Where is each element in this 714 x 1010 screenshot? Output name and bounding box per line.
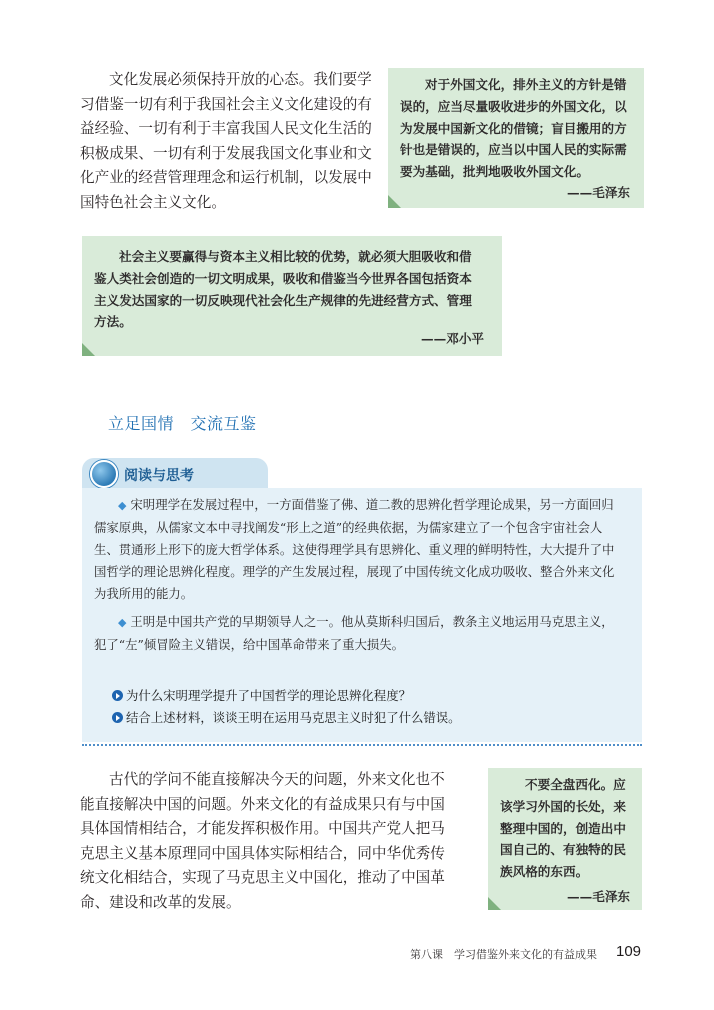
quote-line: 该学习外国的长处，来 (500, 798, 626, 814)
quote-line: 误的，应当尽量吸收进步的外国文化，以 (400, 98, 627, 114)
quote-line: 鉴人类社会创造的一切文明成果，吸收和借鉴当今世界各国包括资本 (94, 270, 472, 286)
reading-item-1 (94, 494, 614, 605)
quote-line: 国自己的、有独特的民 (500, 842, 626, 858)
reading-line: 生、贯通形上形下的庞大哲学体系。这使得理学具有思辨化、重义理的鲜明特性，大大提升了中 (94, 542, 615, 557)
reading-line: ◆ 王明是中国共产党的早期领导人之一。他从莫斯科归国后，教条主义地运用马克思主义， (118, 614, 614, 629)
reading-box-tab (82, 458, 268, 488)
quote-line: 针也是错误的，应当以中国人民的实际需 (400, 142, 627, 158)
quote-line: 不要全盘西化。应 (525, 777, 626, 792)
paragraph-line: 克思主义基本原理同中国具体实际相结合，同中华优秀传 (80, 844, 445, 862)
reading-box-divider (82, 744, 642, 746)
quote-text (400, 74, 627, 183)
question-item: 为什么宋明理学提升了中国哲学的理论思辨化程度？ (112, 686, 411, 704)
reading-box (82, 488, 642, 742)
reading-line: 犯了“左”倾冒险主义错误，给中国革命带来了重大损失。 (94, 637, 405, 652)
question-item: 结合上述材料，谈谈王明在运用马克思主义时犯了什么错误。 (112, 708, 461, 726)
diamond-icon: ◆ (118, 499, 127, 512)
mao-quote-box-2 (488, 768, 642, 910)
play-circle-icon (112, 690, 123, 701)
play-circle-icon (112, 712, 123, 723)
paragraph-line: 古代的学问不能直接解决今天的问题，外来文化也不 (109, 771, 445, 788)
quote-attribution: ——毛泽东 (567, 889, 630, 904)
paragraph-line: 化产业的经营管理理念和运行机制，以发展中 (80, 169, 372, 187)
page-fold-decoration (388, 195, 401, 208)
reading-line: 儒家原典，从儒家文本中寻找阐发“形上之道”的经典依据，为儒家建立了一个包含宇宙社会人 (94, 520, 603, 535)
quote-attribution: ——毛泽东 (567, 185, 630, 200)
paragraph-line: 习借鉴一切有利于我国社会主义文化建设的有 (80, 95, 372, 113)
reading-item-2 (94, 611, 614, 656)
quote-line: 族风格的东西。 (500, 864, 589, 880)
quote-text (94, 246, 472, 333)
page-number: 109 (616, 943, 642, 960)
footer-chapter-title: 第八课 学习借鉴外来文化的有益成果 (410, 948, 597, 961)
globe-icon (90, 460, 118, 488)
quote-attribution: ——邓小平 (421, 331, 484, 346)
section-heading: 立足国情 交流互鉴 (108, 414, 257, 433)
reading-line: 国哲学的理论思辨化程度。理学的产生发展过程，展现了中国传统文化成功吸收、整合外来文化 (94, 564, 615, 579)
page-fold-decoration (488, 897, 501, 910)
quote-line: 整理中国的，创造出中 (500, 820, 626, 836)
page-fold-decoration (82, 343, 95, 356)
paragraph-line: 统文化相结合，实现了马克思主义中国化，推动了中国革 (80, 869, 445, 887)
quote-line: 要为基础，批判地吸收外国文化。 (400, 164, 589, 180)
mao-quote-box (388, 68, 644, 208)
paragraph-line: 能直接解决中国的问题。外来文化的有益成果只有与中国 (80, 795, 445, 813)
paragraph-line: 命、建设和改革的发展。 (80, 893, 241, 911)
reading-box-title: 阅读与思考 (124, 468, 194, 484)
quote-line: 对于外国文化，排外主义的方针是错 (425, 77, 627, 92)
paragraph-line: 文化发展必须保持开放的心态。我们要学 (109, 71, 372, 88)
quote-text (500, 774, 626, 883)
paragraph-line: 积极成果、一切有利于发展我国文化事业和文 (80, 144, 372, 162)
quote-line: 方法。 (94, 314, 132, 330)
paragraph-line: 益经验、一切有利于丰富我国人民文化生活的 (80, 120, 372, 138)
reading-line: 为我所用的能力。 (94, 586, 194, 601)
paragraph-line: 国特色社会主义文化。 (80, 193, 226, 211)
deng-quote-box (82, 236, 502, 356)
quote-line: 社会主义要赢得与资本主义相比较的优势，就必须大胆吸收和借 (119, 249, 472, 264)
closing-paragraph (80, 768, 480, 916)
intro-paragraph (80, 68, 380, 216)
reading-line: ◆ 宋明理学在发展过程中，一方面借鉴了佛、道二教的思辨化哲学理论成果，另一方面回归 (118, 497, 614, 512)
quote-line: 为发展中国新文化的借镜；盲目搬用的方 (400, 120, 627, 136)
quote-line: 主义发达国家的一切反映现代社会化生产规律的先进经营方式、管理 (94, 292, 472, 308)
paragraph-line: 具体国情相结合，才能发挥积极作用。中国共产党人把马 (80, 820, 445, 838)
diamond-icon: ◆ (118, 616, 127, 629)
